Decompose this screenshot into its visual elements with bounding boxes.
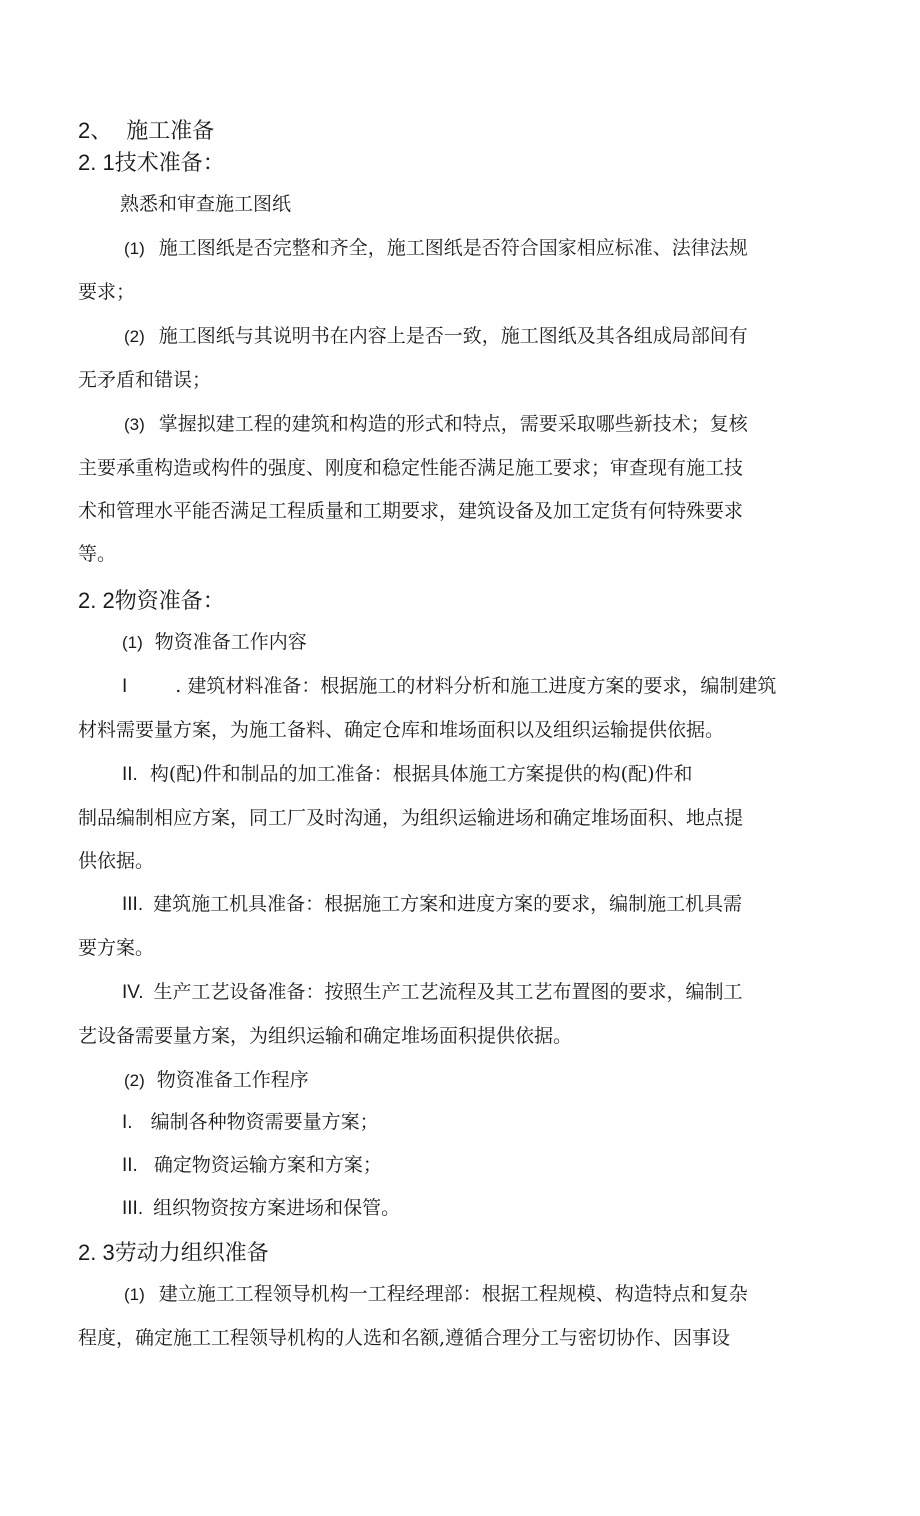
item-text: 施工图纸是否完整和齐全，施工图纸是否符合国家相应标准、法律法规 <box>158 237 748 259</box>
procedure-iii <box>122 1196 400 1221</box>
section-2-1-heading: 2. 1技术准备： <box>78 150 225 175</box>
labor-item-1-line-1 <box>124 1282 748 1307</box>
roman-number: II. <box>122 764 138 785</box>
item-text: 物资准备工作程序 <box>156 1069 309 1091</box>
item-number: (1) <box>124 1285 145 1304</box>
item-text: 施工图纸与其说明书在内容上是否一致，施工图纸及其各组成局部间有 <box>158 325 748 347</box>
procedure-ii <box>122 1153 382 1178</box>
tech-item-3-line-4: 等。 <box>78 543 117 565</box>
roman-number: III. <box>122 894 144 915</box>
tech-item-2-line-1 <box>124 324 748 349</box>
roman-number: III. <box>122 1198 144 1219</box>
material-item-2-title <box>124 1068 309 1093</box>
item-number: (3) <box>124 415 145 434</box>
material-i-line-2: 材料需要量方案，为施工备料、确定仓库和堆场面积以及组织运输提供依据。 <box>78 719 725 741</box>
material-ii-line-2: 制品编制相应方案，同工厂及时沟通，为组织运输进场和确定堆场面积、地点提 <box>78 807 744 829</box>
section-number: 2、 <box>78 118 113 143</box>
tech-item-2-line-2: 无矛盾和错误； <box>78 369 212 391</box>
tech-item-3-line-1 <box>124 412 748 437</box>
item-text: 确定物资运输方案和方案； <box>153 1154 382 1176</box>
tech-item-1-line-1 <box>124 236 748 261</box>
section-2-2-heading: 2. 2物资准备： <box>78 588 225 613</box>
material-ii-line-3: 供依据。 <box>78 850 155 872</box>
item-number: (1) <box>124 239 145 258</box>
item-text: . 建筑材料准备：根据施工的材料分析和施工进度方案的要求，编制建筑 <box>175 675 777 697</box>
tech-item-3-line-2: 主要承重构造或构件的强度、刚度和稳定性能否满足施工要求；审查现有施工技 <box>78 457 744 479</box>
material-iii-line-2: 要方案。 <box>78 937 155 959</box>
item-text: 物资准备工作内容 <box>154 631 307 653</box>
material-iv-line-1 <box>122 980 743 1005</box>
roman-number: IV. <box>122 982 144 1003</box>
material-iv-line-2: 艺设备需要量方案，为组织运输和确定堆场面积提供依据。 <box>78 1025 573 1047</box>
item-number: (2) <box>124 327 145 346</box>
material-ii-line-1 <box>122 762 693 787</box>
section-2-heading <box>78 118 214 144</box>
item-text: 建立施工工程领导机构一工程经理部：根据工程规模、构造特点和复杂 <box>158 1283 748 1305</box>
tech-item-3-line-3: 术和管理水平能否满足工程质量和工期要求，建筑设备及加工定货有何特殊要求 <box>78 500 744 522</box>
item-text: 生产工艺设备准备：按照生产工艺流程及其工艺布置图的要求，编制工 <box>153 981 743 1003</box>
roman-number: II. <box>122 1155 138 1176</box>
labor-item-1-line-2: 程度，确定施工工程领导机构的人选和名额,遵循合理分工与密切协作、因事设 <box>78 1327 731 1349</box>
item-text: 构(配)件和制品的加工准备：根据具体施工方案提供的构(配)件和 <box>149 763 693 785</box>
item-text: 编制各种物资需要量方案； <box>150 1111 379 1133</box>
item-text: 建筑施工机具准备：根据施工方案和进度方案的要求，编制施工机具需 <box>153 893 743 915</box>
section-2-1-subtitle: 熟悉和审查施工图纸 <box>120 193 292 215</box>
item-number: (2) <box>124 1071 145 1090</box>
material-i-line-1 <box>122 674 776 699</box>
material-item-1-title <box>122 630 307 655</box>
item-text: 组织物资按方案进场和保管。 <box>153 1197 401 1219</box>
section-2-3-heading: 2. 3劳动力组织准备 <box>78 1240 269 1265</box>
roman-number: I. <box>122 1112 133 1133</box>
item-number: (1) <box>122 633 143 652</box>
tech-item-1-line-2: 要求； <box>78 281 136 303</box>
material-iii-line-1 <box>122 892 742 917</box>
item-text: 掌握拟建工程的建筑和构造的形式和特点，需要采取哪些新技术；复核 <box>158 413 748 435</box>
procedure-i <box>122 1110 379 1135</box>
section-title: 施工准备 <box>126 118 215 143</box>
roman-number: I <box>122 676 128 697</box>
